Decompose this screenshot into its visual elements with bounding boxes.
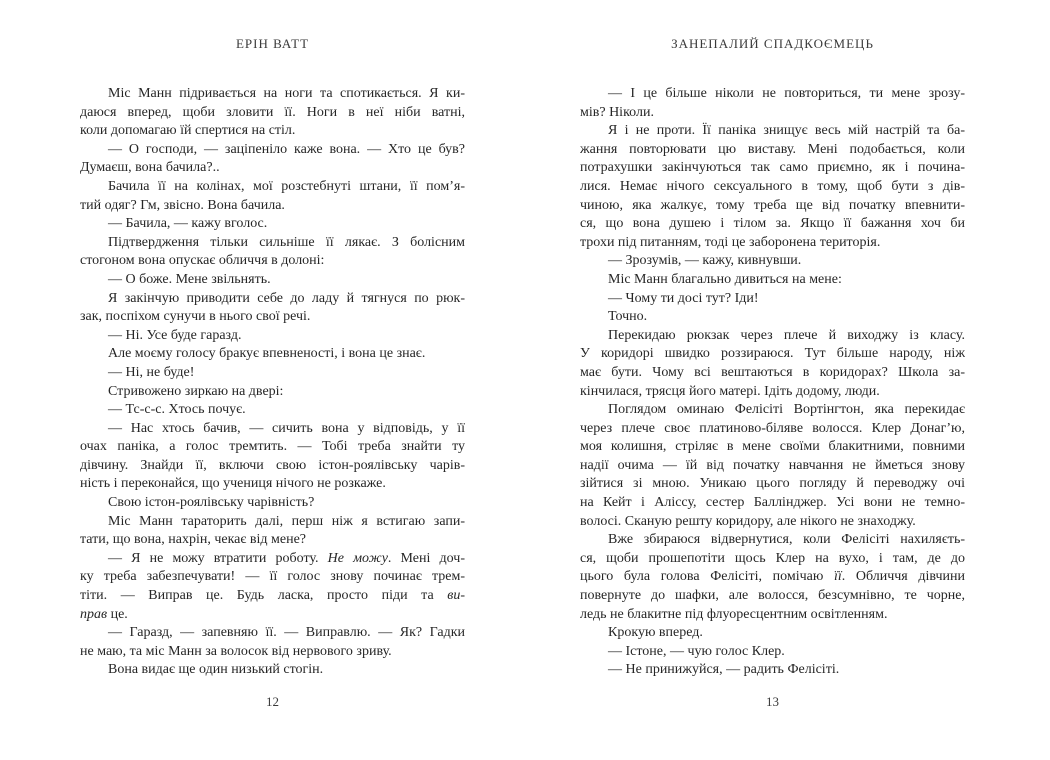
text-line: — О господи, — заціпеніло каже вона. — Хто це був? <box>108 141 465 157</box>
text-line: Я і не проти. Її паніка знищує весь мій настрій та ба- <box>608 123 965 139</box>
text-line: ся, що вона душею і тілом за. Якщо її бажання хоч би <box>580 216 965 232</box>
page-left <box>80 0 465 760</box>
text-line: тати, що вона, нахрін, чекає від мене? <box>80 532 307 548</box>
italic-text: Не можу <box>327 550 388 566</box>
text-line: Стривожено зиркаю на двері: <box>108 383 284 399</box>
text-line: — Зрозумів, — кажу, кивнувши. <box>608 253 802 269</box>
text-line: ся, щоби прошепотіти щось Клер на вухо, і там, де до <box>580 550 965 566</box>
text-line: Міс Манн тараторить далі, перш ніж я встигаю запи- <box>108 513 465 529</box>
text-line: мів? Ніколи. <box>580 104 654 120</box>
text-line: — Я не можу втратити роботу. Не можу. Мені доч- <box>108 550 465 566</box>
text-line: Перекидаю рюкзак через плече й виходжу із класу. <box>608 327 965 343</box>
text-line: волосі. Сканую решту коридору, але нікого не знаходжу. <box>580 513 916 529</box>
text-line: Вона видає ще один низький стогін. <box>108 662 324 678</box>
text-line: — Нас хтось бачив, — сичить вона у відповідь, у її <box>108 420 465 436</box>
text-line: Точно. <box>608 309 648 325</box>
text-line: прав це. <box>80 606 128 622</box>
text-line: тіти. — Виправ це. Будь ласка, просто піди та ви- <box>80 588 465 604</box>
page-right <box>580 0 965 760</box>
running-header-author: ЕРІН ВАТТ <box>235 36 310 51</box>
text-line: — Гаразд, — запевняю її. — Виправлю. — Як? Гадки <box>108 625 465 641</box>
text-line: на Кейт і Аліссу, сестер Баллінджер. Усі вони не темно- <box>580 495 965 511</box>
text-line: жання повторювати цю виставу. Мені подобається, коли <box>580 141 965 157</box>
text-line: лися. Немає нічого сексуального в тому, щоб бути з дів- <box>580 178 965 194</box>
page-number-right: 13 <box>766 694 779 709</box>
text-line: дівчину. Знайди її, включи свою істон-роялівську чарів- <box>80 457 465 473</box>
text-line: — Не принижуйся, — радить Фелісіті. <box>608 662 840 678</box>
text-line: потрахушки закінчуються так само приємно, як і почина- <box>580 160 965 176</box>
text-line: Вже збираюся відвернутися, коли Фелісіті нахиляєть- <box>608 532 965 548</box>
text-line: трохи під питанням, тоді це заборонена територія. <box>580 234 881 250</box>
text-line: Підтвердження тільки сильніше її лякає. З болісним <box>108 234 465 250</box>
text-line: повернуте до шафки, але волосся, безсумнівно, те чорне, <box>580 588 965 604</box>
text-line: Але моєму голосу бракує впевненості, і вона це знає. <box>108 346 426 362</box>
text-line: кінчилася, трясця його матері. Ідіть додому, люди. <box>580 383 880 399</box>
text-line: ку треба забезпечувати! — її голос знову починає трем- <box>80 569 465 585</box>
page-number-left: 12 <box>266 694 279 709</box>
text-line: — Тс-с-с. Хтось почує. <box>108 402 246 418</box>
text-line: очах паніка, а голос тремтить. — Тобі треба знайти ту <box>80 439 465 455</box>
text-line: не маю, та міс Манн за волосок від нервового зриву. <box>80 643 392 659</box>
text-line: чиною, яка жалкує, тому треба ще від початку впевнити- <box>580 197 965 213</box>
text-line: Свою істон-роялівську чарівність? <box>108 495 315 511</box>
text-line: Крокую вперед. <box>608 625 703 641</box>
text-line: Я закінчую приводити себе до ладу й тягнуся по рюк- <box>108 290 465 306</box>
text-line: Міс Манн благально дивиться на мене: <box>608 271 842 287</box>
text-line: зійтися зі мною. Уникаю цього погляду й переводжу очі <box>580 476 965 492</box>
text-line: коли допомагаю їй спертися на стіл. <box>80 123 296 139</box>
text-line: Думаєш, вона бачила?.. <box>80 160 220 176</box>
text-line: тий одяг? Гм, звісно. Вона бачила. <box>80 197 285 213</box>
text-line: Бачила її на колінах, мої розстебнуті штани, її пом’я- <box>108 178 465 194</box>
text-line: через плече своє платиново-біляве волосся. Клер Донаг’ю, <box>580 420 965 436</box>
text-line: ність і переконайся, що учениця нічого не розкаже. <box>80 476 386 492</box>
text-line: ледь не блакитне під флуоресцентним освітленням. <box>580 606 888 622</box>
text-line: У коридорі швидко роззираюся. Тут більше народу, ніж <box>580 346 965 362</box>
page-body-right <box>580 85 965 680</box>
text-line: — Ні, не буде! <box>108 364 195 380</box>
text-line: даюся вперед, щоби зловити її. Ноги в неї ніби ватні, <box>80 104 465 120</box>
text-line: цього була голова Фелісіті, помічаю її. Обличчя дівчини <box>580 569 965 585</box>
text-line: має бути. Чому всі вештаються в коридорах? Школа за- <box>580 364 965 380</box>
page-body-left <box>80 85 465 680</box>
text-line: моя колишня, стріляє в мене своїми блакитними, повними <box>580 439 965 455</box>
text-line: надії очима — їй від початку навчання не йметься знову <box>580 457 965 473</box>
italic-text: ви- <box>447 588 465 604</box>
text-line: Міс Манн підривається на ноги та спотикається. Я ки- <box>108 86 465 101</box>
italic-text: її <box>833 569 842 585</box>
text-line: — О боже. Мене звільнять. <box>108 271 271 287</box>
text-line: — Чому ти досі тут? Іди! <box>608 290 759 306</box>
text-line: — Ні. Усе буде гаразд. <box>108 327 242 343</box>
running-header-title: ЗАНЕПАЛИЙ СПАДКОЄМЕЦЬ <box>671 36 874 51</box>
text-line: — Істоне, — чую голос Клер. <box>608 643 785 659</box>
text-line: Поглядом оминаю Фелісіті Вортінгтон, яка перекидає <box>608 402 965 418</box>
text-line: стогоном вона опускає обличчя в долоні: <box>80 253 325 269</box>
text-line: — І це більше ніколи не повториться, ти мене зрозу- <box>608 86 965 101</box>
italic-text: прав <box>80 606 108 622</box>
text-line: зак, поспіхом сунучи в нього свої речі. <box>80 309 311 325</box>
text-line: — Бачила, — кажу вголос. <box>108 216 268 232</box>
